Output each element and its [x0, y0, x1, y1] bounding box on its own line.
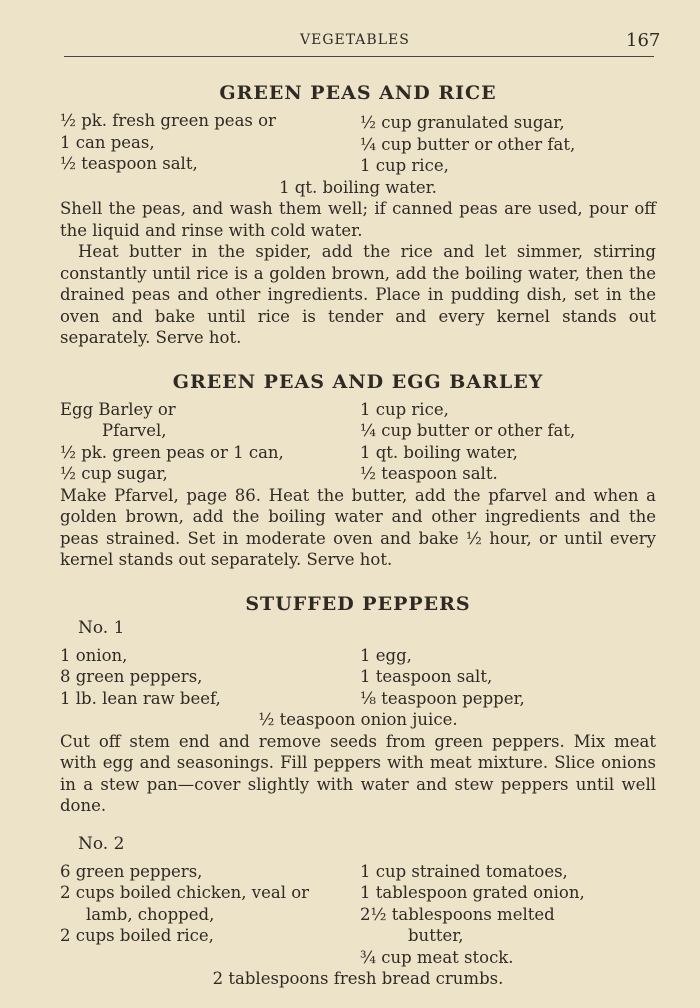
instruction-paragraph: Make Pfarvel, page 86. Heat the butter, add the pfarvel and when a golden brown, add the boiling water and other ingredients and the peas strained. Set in moderate oven and bake ½ hour, or until every kernel stands out separately. Serve hot.: [60, 485, 656, 569]
ingredient: 8 green peppers,: [60, 667, 203, 686]
page-content: [60, 80, 656, 990]
ingredient: ½ teaspoon onion juice.: [258, 710, 458, 729]
ingredient: 2 tablespoons fresh bread crumbs.: [212, 969, 504, 988]
ingredient: ½ pk. green peas or 1 can,: [60, 442, 284, 462]
variant-label: No. 1: [78, 617, 125, 638]
ingredient-list: [60, 861, 656, 969]
ingredient: butter,: [408, 926, 464, 945]
running-title: VEGETABLES: [300, 32, 410, 48]
ingredient: 1 cup rice,: [360, 156, 449, 175]
ingredient: 1 lb. lean raw beef,: [60, 688, 221, 708]
instruction-paragraph: Heat butter in the spider, add the rice and let simmer, stirring constantly until rice is a golden brown, add the boiling water, then the drained peas and other ingredients. Place in pudding dish, set in the oven and bake until rice is tender and every kernel stands out separately. Serve hot.: [60, 242, 656, 347]
ingredient: Pfarvel,: [102, 421, 167, 440]
ingredient-list: [60, 645, 656, 710]
ingredient: ¾ cup meat stock.: [360, 947, 514, 967]
ingredient: 1 qt. boiling water.: [279, 177, 437, 197]
ingredient: 1 onion,: [60, 645, 128, 665]
ingredient: ½ teaspoon salt,: [60, 154, 198, 173]
ingredient: ½ teaspoon salt.: [360, 464, 498, 483]
running-head: [0, 30, 700, 54]
instruction-paragraph: Cut off stem end and remove seeds from green peppers. Mix meat with egg and seasonings. Fill peppers with meat mixture. Slice onions in a stew pan—cover slightly with water and stew peppers until well done.: [60, 731, 656, 815]
ingredient: ½ cup sugar,: [60, 464, 168, 483]
ingredient-list: [60, 399, 656, 485]
recipe-title: GREEN PEAS AND RICE: [219, 82, 497, 104]
ingredient: ⅛ teaspoon pepper,: [360, 688, 525, 708]
recipe-green-peas-and-egg-barley: [60, 369, 656, 571]
ingredient: 1 egg,: [360, 645, 412, 665]
ingredient: 1 tablespoon grated onion,: [360, 883, 585, 902]
ingredient: 2½ tablespoons melted: [360, 904, 555, 924]
instruction-paragraph: Shell the peas, and wash them well; if canned peas are used, pour off the liquid and rinse with cold water.: [60, 199, 656, 240]
ingredient: 1 qt. boiling water,: [360, 442, 518, 462]
ingredient: lamb, chopped,: [86, 904, 215, 924]
recipe-title: GREEN PEAS AND EGG BARLEY: [172, 370, 544, 393]
ingredient: ½ pk. fresh green peas or: [60, 111, 276, 130]
ingredient: ¼ cup butter or other fat,: [360, 134, 576, 154]
ingredient-list: [60, 110, 656, 177]
header-rule: [64, 56, 654, 57]
ingredient: 2 cups boiled chicken, veal or: [60, 883, 310, 902]
ingredient: 6 green peppers,: [60, 861, 203, 881]
recipe-stuffed-peppers: [60, 591, 656, 990]
ingredient: 1 can peas,: [60, 132, 155, 152]
ingredient: 1 cup strained tomatoes,: [360, 861, 568, 881]
ingredient: ½ cup granulated sugar,: [360, 113, 565, 132]
page-number: 167: [626, 30, 661, 51]
ingredient: Egg Barley or: [60, 399, 176, 419]
ingredient: 2 cups boiled rice,: [60, 926, 214, 945]
ingredient: 1 cup rice,: [360, 399, 449, 419]
variant-label: No. 2: [78, 833, 125, 854]
ingredient: ¼ cup butter or other fat,: [360, 421, 576, 440]
recipe-title: STUFFED PEPPERS: [245, 592, 471, 615]
ingredient: 1 teaspoon salt,: [360, 667, 493, 686]
recipe-green-peas-and-rice: [60, 80, 656, 349]
